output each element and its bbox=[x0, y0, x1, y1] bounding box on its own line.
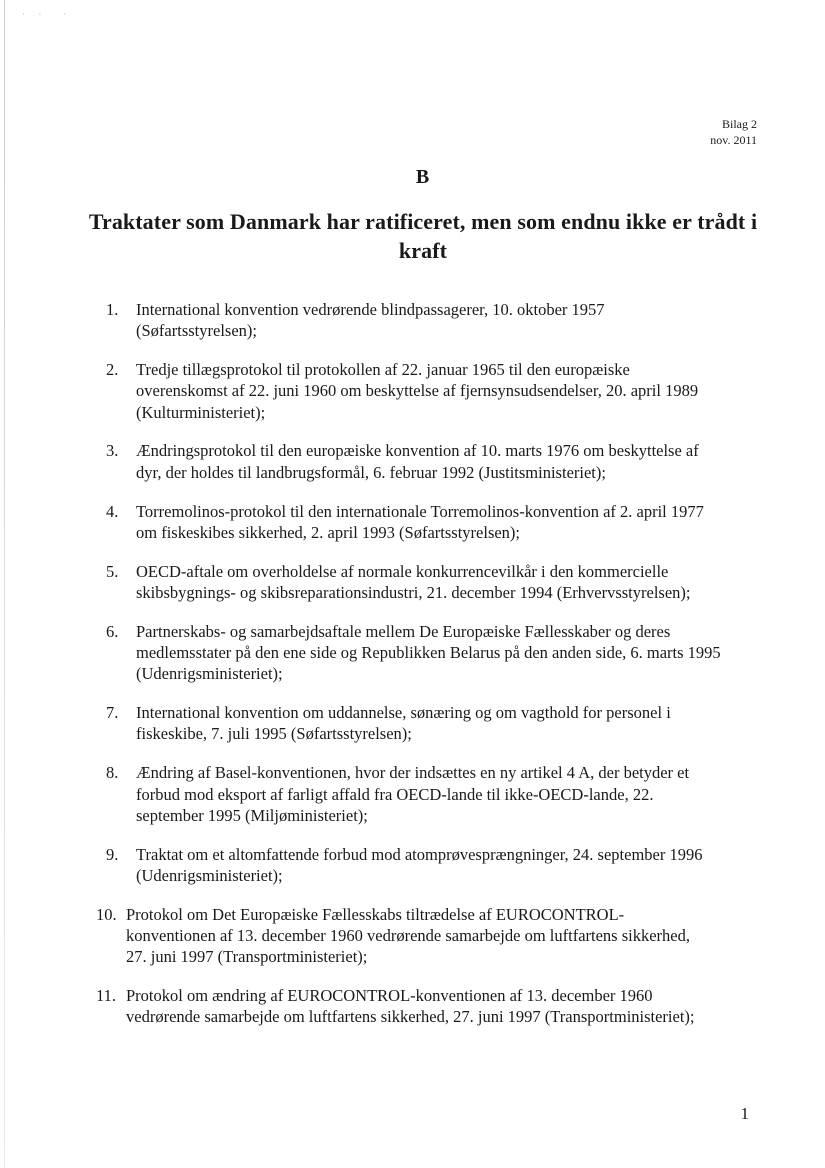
page-title bbox=[88, 207, 758, 265]
treaty-item-line: 27. juni 1997 (Transportministeriet); bbox=[126, 947, 368, 967]
treaty-item-line: Torremolinos-protokol til den internationale Torremolinos-konvention af 2. april 1977 bbox=[136, 501, 704, 521]
page-number: 1 bbox=[740, 1104, 749, 1123]
treaty-item-line: OECD-aftale om overholdelse af normale konkurrencevilkår i den kommercielle bbox=[136, 561, 669, 581]
treaty-item-line: Protokol om ændring af EUROCONTROL-konventionen af 13. december 1960 bbox=[126, 986, 653, 1006]
treaty-item-line: om fiskeskibes sikkerhed, 2. april 1993 (Søfartsstyrelsen); bbox=[136, 522, 521, 542]
treaty-item-number: 10. bbox=[96, 904, 117, 924]
section-letter: B bbox=[415, 166, 430, 188]
treaty-item-line: (Kulturministeriet); bbox=[136, 402, 266, 422]
treaty-item-text bbox=[136, 299, 756, 342]
treaty-item-line: Partnerskabs- og samarbejdsaftale mellem De Europæiske Fællesskaber og deres bbox=[136, 621, 671, 641]
treaty-item-line: Ændring af Basel-konventionen, hvor der indsættes en ny artikel 4 A, der betyder et bbox=[136, 763, 690, 783]
treaty-item bbox=[106, 440, 756, 483]
treaty-item bbox=[106, 359, 756, 423]
treaty-item-line: vedrørende samarbejde om luftfartens sikkerhed, 27. juni 1997 (Transportministeriet); bbox=[126, 1007, 695, 1027]
treaty-item bbox=[106, 299, 756, 342]
treaty-item-line: skibsbygnings- og skibsreparationsindustri, 21. december 1994 (Erhvervsstyrelsen); bbox=[136, 582, 691, 602]
treaty-item-number: 2. bbox=[106, 360, 119, 380]
treaty-item-line: (Søfartsstyrelsen); bbox=[136, 321, 257, 341]
treaty-item-number: 6. bbox=[106, 621, 119, 641]
treaty-item-line: Tredje tillægsprotokol til protokollen af 22. januar 1965 til den europæiske bbox=[136, 360, 630, 380]
treaty-item-line: fiskeskibe, 7. juli 1995 (Søfartsstyrelsen); bbox=[136, 724, 412, 744]
annex-label: Bilag 2 bbox=[722, 117, 757, 131]
annex-header bbox=[710, 116, 757, 148]
treaty-item-line: konventionen af 13. december 1960 vedrørende samarbejde om luftfartens sikkerhed, bbox=[126, 926, 691, 946]
treaty-item-number: 8. bbox=[106, 763, 119, 783]
treaty-item-number: 3. bbox=[106, 441, 119, 461]
treaty-item-line: forbud mod eksport af farligt affald fra OECD-lande til ikke-OECD-lande, 22. bbox=[136, 784, 654, 804]
treaty-item-line: International konvention vedrørende blindpassagerer, 10. oktober 1957 bbox=[136, 300, 605, 319]
treaty-item bbox=[106, 844, 756, 887]
treaty-item-line: overenskomst af 22. juni 1960 om beskyttelse af fjernsynsudsendelser, 20. april 1989 bbox=[136, 381, 699, 401]
treaty-item-text bbox=[136, 844, 756, 887]
treaty-item-number: 11. bbox=[96, 986, 117, 1006]
treaty-item-text bbox=[136, 501, 756, 544]
treaty-item-text bbox=[136, 440, 756, 483]
treaty-item-number: 9. bbox=[106, 844, 119, 864]
treaty-item-number: 7. bbox=[106, 703, 119, 723]
scan-artifact-dots: · · · bbox=[22, 10, 72, 19]
treaty-item-line: (Udenrigsministeriet); bbox=[136, 865, 283, 885]
treaty-item-text bbox=[136, 561, 756, 604]
treaty-item-line: dyr, der holdes til landbrugsformål, 6. februar 1992 (Justitsministeriet); bbox=[136, 462, 606, 482]
treaty-item-text bbox=[136, 359, 756, 423]
treaty-item bbox=[96, 985, 756, 1028]
treaty-item bbox=[96, 904, 756, 968]
treaty-item bbox=[106, 702, 756, 745]
title-line-1: Traktater som Danmark har ratificeret, men som endnu ikke er trådt i bbox=[88, 209, 758, 234]
treaty-item-line: medlemsstater på den ene side og Republikken Belarus på den anden side, 6. marts 1995 bbox=[136, 643, 721, 663]
treaty-item bbox=[106, 762, 756, 826]
treaty-item-line: (Udenrigsministeriet); bbox=[136, 664, 283, 684]
treaty-list bbox=[96, 299, 756, 1045]
treaty-item-number: 5. bbox=[106, 561, 119, 581]
annex-date: nov. 2011 bbox=[710, 133, 757, 147]
treaty-item bbox=[106, 621, 756, 685]
treaty-item-text bbox=[126, 904, 756, 968]
treaty-item bbox=[106, 561, 756, 604]
treaty-item-line: Traktat om et altomfattende forbud mod atomprøvesprængninger, 24. september 1996 bbox=[136, 844, 703, 864]
title-line-2: kraft bbox=[398, 238, 448, 263]
treaty-item-line: Ændringsprotokol til den europæiske konvention af 10. marts 1976 om beskyttelse af bbox=[136, 441, 699, 461]
treaty-item-text bbox=[136, 762, 756, 826]
treaty-item-text bbox=[136, 702, 756, 745]
treaty-item bbox=[106, 501, 756, 544]
treaty-item-text bbox=[126, 985, 756, 1028]
treaty-item-line: Protokol om Det Europæiske Fællesskabs tiltrædelse af EUROCONTROL- bbox=[126, 904, 625, 924]
treaty-item-text bbox=[136, 621, 756, 685]
treaty-item-number: 1. bbox=[106, 300, 119, 319]
treaty-item-line: International konvention om uddannelse, sønæring og om vagthold for personel i bbox=[136, 703, 671, 723]
treaty-item-number: 4. bbox=[106, 501, 119, 521]
treaty-item-line: september 1995 (Miljøministeriet); bbox=[136, 805, 368, 825]
